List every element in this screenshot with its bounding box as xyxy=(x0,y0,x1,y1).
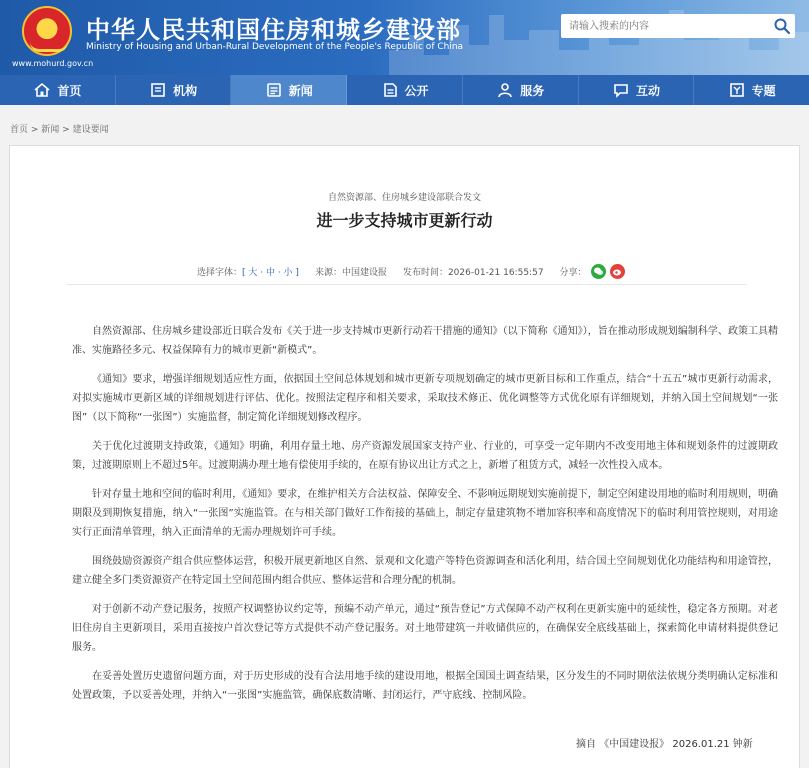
article-panel xyxy=(9,145,800,768)
nav-item-interaction[interactable] xyxy=(579,75,695,105)
search-icon[interactable] xyxy=(773,17,791,35)
main-nav xyxy=(0,75,809,105)
nav-item-topic[interactable] xyxy=(694,75,809,105)
nav-item-home[interactable] xyxy=(0,75,116,105)
font-size-selector[interactable]: [ 大 · 中 · 小 ] xyxy=(242,268,299,278)
home-icon xyxy=(33,81,51,99)
nav-item-label: 公开 xyxy=(404,83,429,98)
nav-item-label: 机构 xyxy=(173,83,198,98)
site-title[interactable]: 中华人民共和国住房和城乡建设部 xyxy=(86,16,461,44)
weibo-share-icon[interactable] xyxy=(610,264,625,279)
site-title-en: Ministry of Housing and Urban-Rural Development of the People's Republic of China xyxy=(86,42,464,52)
news-icon xyxy=(265,81,283,99)
topic-icon xyxy=(728,81,746,99)
search-input[interactable] xyxy=(561,14,767,38)
article-subtitle: 自然资源部、住房城乡建设部联合发文 xyxy=(327,193,481,203)
article-paragraph: 《通知》要求，增强详细规划适应性方面，依据国土空间总体规划和城市更新专项规划确定的城市更新目标和工作重点，结合“十五五”城市更新行动需求，对拟实施城市更新区域的详细规划进行评估、优化。按照法定程序和相关要求，采取技术修正、优化调整等方式优化原有详细规划，并纳入国土空间规划“一张图”（以下简称“一张图”）实施监督，制定简化详细规划修改程序。 xyxy=(72,374,778,423)
nav-item-news[interactable] xyxy=(231,75,347,105)
breadcrumb xyxy=(10,122,109,135)
article-paragraph: 自然资源部、住房城乡建设部近日联合发布《关于进一步支持城市更新行动若干措施的通知》（以下简称《通知》），旨在推动形成规划编制科学、政策工具精准、实施路径多元、权益保障有力的城市更新“新模式”。 xyxy=(72,326,778,356)
nav-item-disclosure[interactable] xyxy=(347,75,463,105)
wechat-share-icon[interactable] xyxy=(591,264,606,279)
article-body xyxy=(72,322,778,715)
article-source: 来源：中国建设报 xyxy=(314,268,387,278)
search-box xyxy=(561,14,795,38)
service-icon xyxy=(496,81,514,99)
disclosure-icon xyxy=(381,81,399,99)
meta-divider xyxy=(66,284,746,285)
nav-item-label: 服务 xyxy=(520,83,545,98)
breadcrumb-separator: > xyxy=(28,125,42,135)
breadcrumb-separator: > xyxy=(59,125,73,135)
article-paragraph: 在妥善处置历史遗留问题方面，对于历史形成的没有合法用地手续的建设用地，根据全国国土调查结果，区分发生的不同时期依法依规分类明确认定标准和处置政策，予以妥善处理，并纳入“一张图”实施监管，确保底数清晰、封闭运行，严守底线、控制风险。 xyxy=(72,671,778,701)
nav-item-label: 新闻 xyxy=(288,83,313,98)
article-paragraph: 对于创新不动产登记服务，按照产权调整协议约定等，预编不动产单元，通过“预告登记”方式保障不动产权利在更新实施中的延续性，稳定各方预期。对老旧住房自主更新项目，采用直接按户首次登记等方式提供不动产登记服务。对土地带建筑一并收储供应的，在确保安全底线基础上，探索简化申请材料提供登记服务。 xyxy=(72,604,778,653)
nav-item-organization[interactable] xyxy=(116,75,232,105)
breadcrumb-news[interactable]: 新闻 xyxy=(41,125,60,135)
article-date: 发布时间：2026-01-21 16:55:57 xyxy=(402,268,544,278)
article-byline: 摘自 《中国建设报》 2026.01.21 钟新 xyxy=(576,739,753,750)
site-header xyxy=(0,0,809,75)
article-paragraph: 围绕鼓励资源资产组合供应整体运营，积极开展更新地区自然、景观和文化遗产等特色资源调查和活化利用，结合国土空间规划优化功能结构和用途管控，建立健全多门类资源资产在特定国土空间范围内组合供应、整体运营和合理分配的机制。 xyxy=(72,556,778,586)
national-emblem-icon[interactable]: ★ xyxy=(22,6,72,56)
share-label: 分享： xyxy=(559,268,587,278)
article-title: 进一步支持城市更新行动 xyxy=(316,211,493,230)
breadcrumb-current[interactable]: 建设要闻 xyxy=(72,125,109,135)
building-icon xyxy=(149,81,167,99)
article-paragraph: 关于优化过渡期支持政策，《通知》明确，利用存量土地、房产资源发展国家支持产业、行业的，可享受一定年期内不改变用地主体和规划条件的过渡期政策，过渡期原则上不超过5年。过渡期满办理土地有偿使用手续的，在原有协议出让方式之上，新增了租赁方式，减轻一次性投入成本。 xyxy=(72,441,778,471)
nav-item-label: 互动 xyxy=(635,83,660,98)
nav-item-label: 专题 xyxy=(751,83,776,98)
breadcrumb-home[interactable]: 首页 xyxy=(10,125,29,135)
article-meta xyxy=(197,264,625,279)
interaction-icon xyxy=(612,81,630,99)
font-size-label: 选择字体： xyxy=(197,268,243,278)
site-url: www.mohurd.gov.cn xyxy=(12,59,94,68)
nav-item-service[interactable] xyxy=(463,75,579,105)
article-paragraph: 针对存量土地和空间的临时利用，《通知》要求，在维护相关方合法权益、保障安全、不影响远期规划实施前提下，制定空闲建设用地的临时利用规则，明确期限及到期恢复措施，纳入“一张图”实施监管。在与相关部门做好工作衔接的基础上，制定存量建筑物不增加容积率和高度情况下的临时利用管控规则，对用途实行正面清单管理，纳入正面清单的无需办理规划许可手续。 xyxy=(72,489,778,538)
nav-item-label: 首页 xyxy=(57,83,82,98)
